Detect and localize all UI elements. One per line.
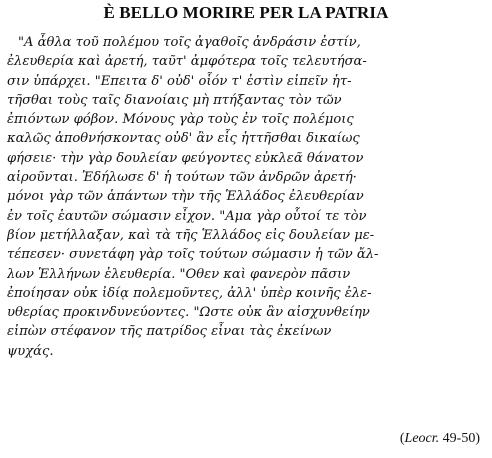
text-line: μόνοι γὰρ τῶν ἁπάντων τὴν τῆς Ἑλλάδος ἐλευθερίαν xyxy=(7,189,364,205)
text-line: βίον μετήλλαξαν, καὶ τὰ τῆς Ἑλλάδος εἰς δουλείαν με- xyxy=(7,227,375,243)
text-line: καλῶς ἀποθνήσκοντας οὐδ' ἂν εἷς ἡττῆσθαι δικαίως xyxy=(7,131,360,147)
text-line: ἐποίησαν οὐκ ἰδίᾳ πολεμοῦντες, ἀλλ' ὑπὲρ κοινῆς ἐλε- xyxy=(7,285,372,301)
text-line: σιν ὑπάρχει. "Επειτα δ' οὐδ' οἷόν τ' ἐστὶν εἰπεῖν ἡτ- xyxy=(7,73,352,89)
source-citation: (Leocr. 49-50) xyxy=(399,431,480,446)
text-line: αἱροῦνται. Ἐδήλωσε δ' ἡ τούτων τῶν ἀνδρῶν ἀρετή· xyxy=(7,170,357,186)
text-line: λων Ἑλλήνων ἐλευθερία. "Οθεν καὶ φανερὸν πᾶσιν xyxy=(7,266,351,282)
text-line: ἐλευθερία καὶ ἀρετή, ταῦτ' ἀμφότερα τοῖς τελευτήσα- xyxy=(7,54,367,70)
source-author: Leocr. xyxy=(404,431,440,446)
text-line: τῆσθαι τοὺς ταῖς διανοίαις μὴ πτήξαντας τὸν τῶν xyxy=(7,92,342,108)
text-line: ἐπιόντων φόβον. Μόνους γὰρ τοὺς ἐν τοῖς πολέμοις xyxy=(7,112,354,128)
text-line: εἰπὼν στέφανον τῆς πατρίδος εἶναι τὰς ἐκείνων xyxy=(7,324,332,340)
text-line: "Α ἆθλα τοῦ πολέμου τοῖς ἀγαθοῖς ἀνδράσιν ἐστίν, xyxy=(18,35,361,50)
text-line: τέπεσεν· συνετάφη γὰρ τοῖς τούτων σώμασιν ἡ τῶν ἄλ- xyxy=(7,247,379,263)
source-reference: 49-50 xyxy=(442,431,476,446)
page-title: È BELLO MORIRE PER LA PATRIA xyxy=(103,3,389,22)
text-line: ἐν τοῖς ἑαυτῶν σώμασιν εἶχον. "Αμα γὰρ οὗτοί τε τὸν xyxy=(7,208,367,224)
text-line: φήσειε· τὴν γὰρ δουλείαν φεύγοντες εὐκλεᾶ θάνατον xyxy=(7,150,364,166)
text-line: υθερίας προκινδυνεύοντες. "Ωστε οὐκ ἂν αἰσχυνθείην xyxy=(7,305,370,321)
text-line: ψυχάς. xyxy=(7,343,54,359)
passage-text xyxy=(7,33,483,361)
